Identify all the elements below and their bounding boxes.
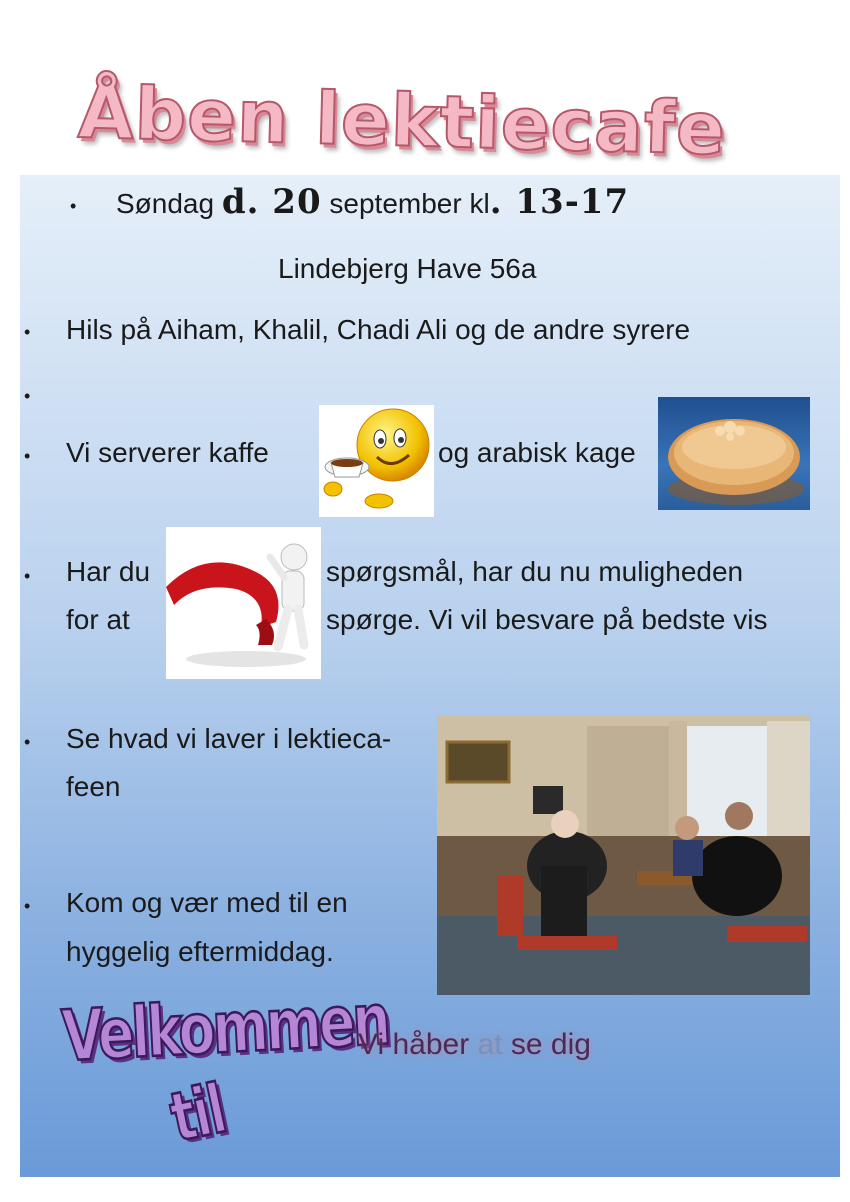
- address: Lindebjerg Have 56a: [278, 253, 537, 284]
- come-text-1: Kom og vær med til en: [66, 887, 348, 918]
- coffee-text: Vi serverer kaffe: [66, 437, 269, 468]
- bullet-empty: •: [24, 386, 31, 406]
- bullet-question: •: [24, 566, 31, 586]
- til-wordart: til: [163, 1069, 232, 1158]
- bullet-greet: •: [24, 322, 31, 342]
- bullet-date: •: [70, 196, 77, 216]
- date-pre: Søndag: [116, 188, 222, 219]
- date-line: [116, 182, 630, 222]
- welcome-wordart: Velkommen: [59, 978, 390, 1078]
- question-right-1: spørgsmål, har du nu muligheden: [326, 556, 744, 587]
- poster-title: Åben lektiecafe: [76, 70, 728, 171]
- cafe-photo: [437, 716, 810, 995]
- date-day: d. 20: [221, 182, 322, 222]
- question-left-2: for at: [66, 604, 130, 635]
- see-text-2: feen: [66, 771, 121, 802]
- date-mid: september kl: [321, 188, 490, 219]
- hope-at: at: [477, 1028, 503, 1061]
- question-mark-figure-icon: [166, 527, 321, 679]
- cake-text: og arabisk kage: [438, 437, 636, 468]
- hope-text: [358, 1028, 591, 1062]
- greet-text: Hils på Aiham, Khalil, Chadi Ali og de andre syrere: [66, 314, 691, 345]
- smiley-coffee-icon: [319, 405, 434, 517]
- question-left-1: Har du: [66, 556, 151, 587]
- bullet-come: •: [24, 896, 31, 916]
- come-text-2: hyggelig eftermiddag.: [66, 936, 334, 967]
- hope-pre: Vi håber: [358, 1028, 478, 1061]
- bullet-coffee: •: [24, 446, 31, 466]
- see-text-1: Se hvad vi laver i lektieca-: [66, 723, 392, 754]
- question-right-2: spørge. Vi vil besvare på bedste vis: [326, 604, 768, 635]
- bullet-see: •: [24, 732, 31, 752]
- date-time: . 13-17: [489, 182, 630, 222]
- hope-post: se dig: [502, 1028, 591, 1061]
- arabic-cake-photo: [658, 397, 810, 510]
